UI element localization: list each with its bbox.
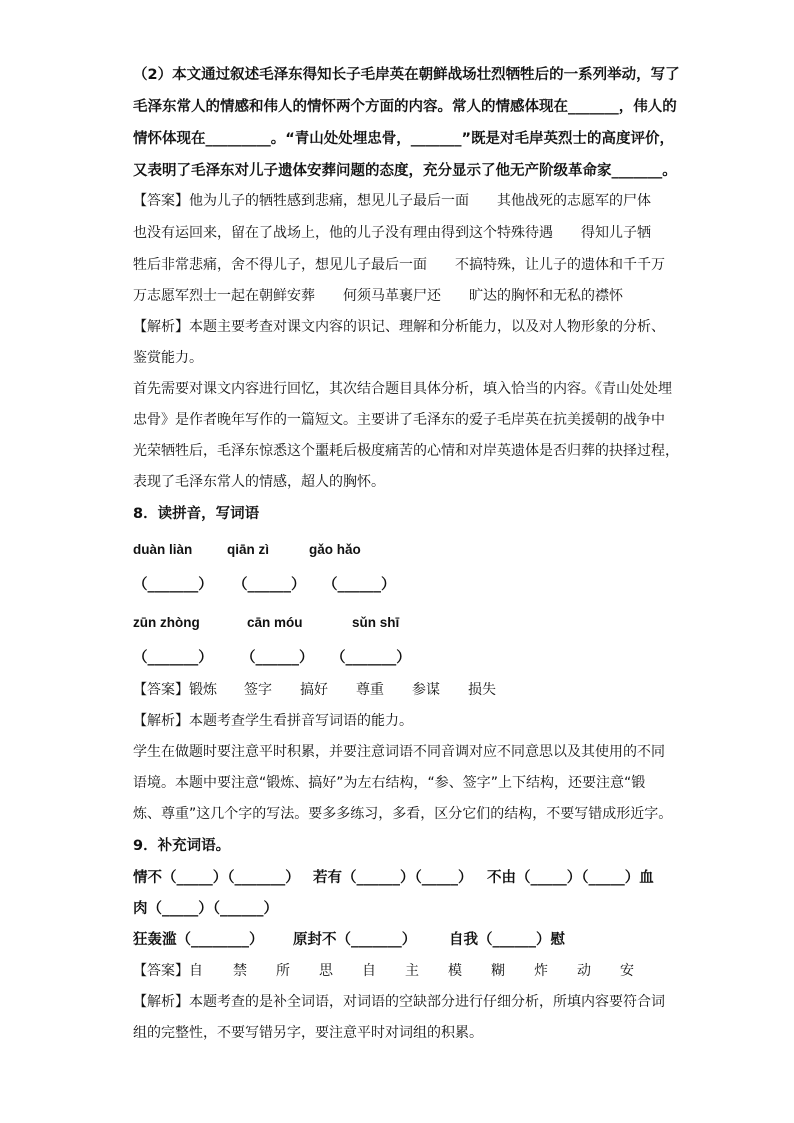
pinyin-row bbox=[133, 538, 673, 562]
answer-word: 损失 bbox=[468, 682, 496, 698]
question-line: 情怀体现在_________。“青山处处埋忠骨，_______”既是对毛岸英烈士的高度评价， bbox=[133, 131, 675, 147]
answer-blank: （_______） bbox=[133, 577, 213, 593]
pinyin-row bbox=[133, 611, 673, 635]
answer-char: 糊 bbox=[491, 963, 505, 979]
pinyin-item: zūn zhòng bbox=[133, 615, 200, 630]
answer-word: 尊重 bbox=[356, 682, 384, 698]
answer-line: 万志愿军烈士一起在朝鲜安葬 何须马革裹尸还 旷达的胸怀和无私的襟怀 bbox=[133, 288, 623, 304]
answer-char: 所 bbox=[276, 963, 290, 979]
answer-line: 【答案】他为儿子的牺牲感到悲痛，想见儿子最后一面 其他战死的志愿军的尸体 bbox=[133, 193, 651, 209]
answer-blank: （_______） bbox=[133, 650, 213, 666]
pinyin-item: qiān zì bbox=[227, 542, 270, 557]
answer-label: 【答案】 bbox=[133, 682, 189, 698]
answer-char: 炸 bbox=[534, 963, 548, 979]
analysis-line: 【解析】本题考查学生看拼音写词语的能力。 bbox=[133, 713, 413, 729]
analysis-line: 学生在做题时要注意平时积累，并要注意词语不同音调对应不同意思以及其使用的不同 bbox=[133, 744, 665, 760]
analysis-line: 【解析】本题主要考查对课文内容的识记、理解和分析能力，以及对人物形象的分析、 bbox=[133, 319, 665, 335]
answer-line bbox=[133, 959, 673, 983]
answer-word: 签字 bbox=[244, 682, 272, 698]
answer-line: 也没有运回来，留在了战场上，他的儿子没有理由得到这个特殊待遇 得知儿子牺 bbox=[133, 225, 651, 241]
pinyin-item: duàn liàn bbox=[133, 542, 193, 557]
fill-item: 情不（_____）（_______） bbox=[133, 870, 300, 886]
answer-char: 自 bbox=[189, 963, 203, 979]
answer-char: 动 bbox=[577, 963, 591, 979]
pinyin-item: gǎo hǎo bbox=[309, 542, 361, 557]
answer-word: 搞好 bbox=[300, 682, 328, 698]
analysis-line: 光荣牺牲后，毛泽东惊悉这个噩耗后极度痛苦的心情和对岸英遗体是否归葬的抉择过程， bbox=[133, 443, 679, 459]
answer-blank: （______） bbox=[323, 577, 396, 593]
answer-char: 思 bbox=[319, 963, 333, 979]
analysis-line: 炼、尊重”这几个字的写法。要多多练习，多看，区分它们的结构，不要写错成形近字。 bbox=[133, 806, 673, 822]
fill-item: 不由（_____）（_____）血 bbox=[487, 870, 654, 886]
fill-row bbox=[133, 928, 673, 952]
question-line: （2）本文通过叙述毛泽东得知长子毛岸英在朝鲜战场壮烈牺牲后的一系列举动，写了 bbox=[133, 67, 680, 83]
answer-blank: （_______） bbox=[331, 650, 411, 666]
fill-item: 原封不（_______） bbox=[293, 932, 417, 948]
blank-row bbox=[133, 573, 673, 597]
question-title: 9．补充词语。 bbox=[133, 838, 231, 854]
fill-item: 若有（______）（_____） bbox=[313, 870, 473, 886]
analysis-line: 鉴赏能力。 bbox=[133, 350, 203, 366]
answer-line: 牲后非常悲痛，舍不得儿子，想见儿子最后一面 不搞特殊，让儿子的遗体和千千万 bbox=[133, 257, 665, 273]
answer-char: 自 bbox=[362, 963, 376, 979]
answer-char: 模 bbox=[448, 963, 462, 979]
answer-line bbox=[133, 678, 673, 702]
answer-blank: （______） bbox=[241, 650, 314, 666]
fill-item: 狂轰滥（________） bbox=[133, 932, 264, 948]
analysis-line: 语境。本题中要注意“锻炼、搞好”为左右结构，“参、签字”上下结构，还要注意“锻 bbox=[133, 775, 646, 791]
answer-char: 禁 bbox=[233, 963, 247, 979]
question-title: 8．读拼音，写词语 bbox=[133, 506, 260, 522]
pinyin-item: cān móu bbox=[247, 615, 303, 630]
answer-label: 【答案】 bbox=[133, 963, 189, 979]
blank-row bbox=[133, 646, 673, 670]
analysis-line: 表现了毛泽东常人的情感，超人的胸怀。 bbox=[133, 474, 385, 490]
analysis-line: 忠骨》是作者晚年写作的一篇短文。主要讲了毛泽东的爱子毛岸英在抗美援朝的战争中 bbox=[133, 412, 665, 428]
pinyin-item: sǔn shī bbox=[352, 615, 400, 630]
answer-char: 安 bbox=[620, 963, 634, 979]
answer-char: 主 bbox=[405, 963, 419, 979]
question-line: 毛泽东常人的情感和伟人的情怀两个方面的内容。常人的情感体现在_______，伟人的 bbox=[133, 99, 677, 115]
answer-blank: （______） bbox=[233, 577, 306, 593]
fill-item: 自我（______）慰 bbox=[449, 932, 565, 948]
fill-row bbox=[133, 866, 673, 890]
analysis-line: 【解析】本题考查的是补全词语，对词语的空缺部分进行仔细分析，所填内容要符合词 bbox=[133, 994, 665, 1010]
answer-word: 参谋 bbox=[412, 682, 440, 698]
answer-word: 锻炼 bbox=[189, 682, 217, 698]
fill-row: 肉（_____）（______） bbox=[133, 901, 278, 917]
analysis-line: 组的完整性，不要写错另字，要注意平时对词组的积累。 bbox=[133, 1025, 483, 1041]
question-line: 又表明了毛泽东对儿子遗体安葬问题的态度，充分显示了他无产阶级革命家_______。 bbox=[133, 163, 677, 179]
analysis-line: 首先需要对课文内容进行回忆，其次结合题目具体分析，填入恰当的内容。《青山处处埋 bbox=[133, 381, 672, 397]
